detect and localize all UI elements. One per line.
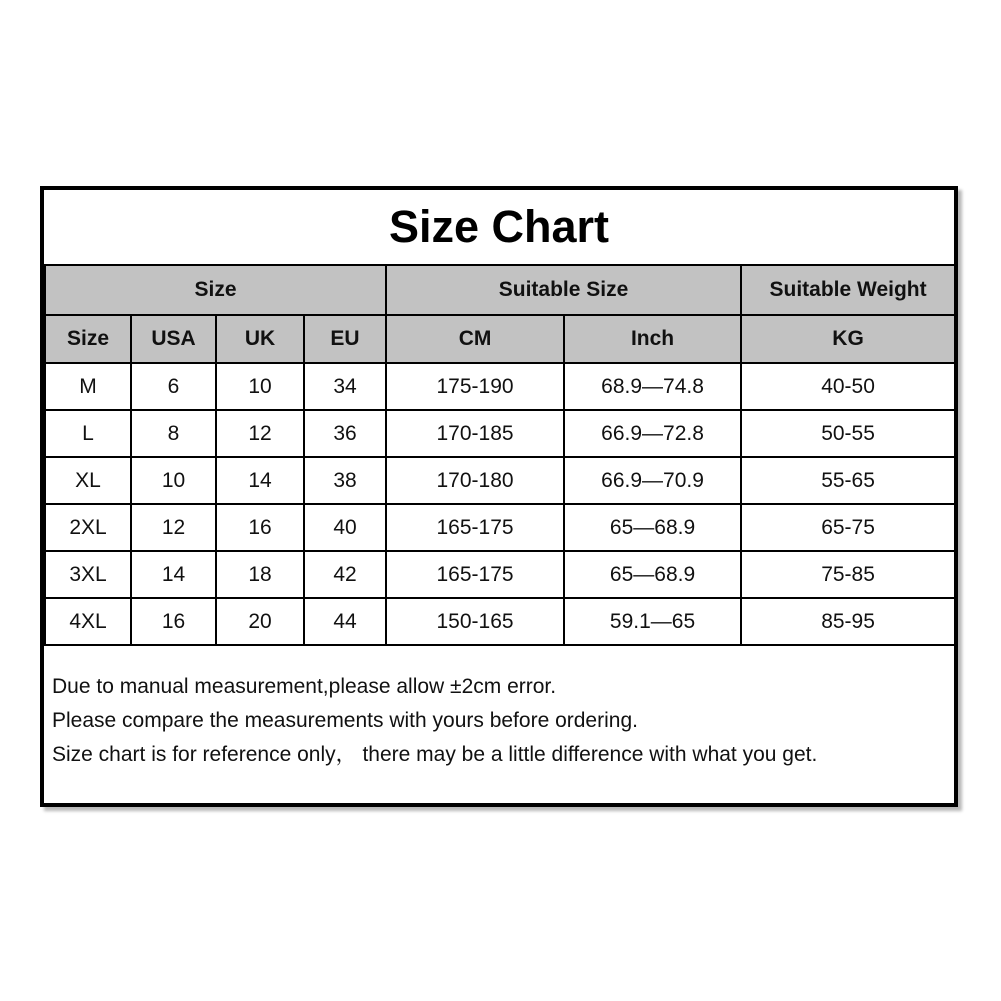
cell-m-inch: 68.9—74.8 [564,363,741,410]
cell-xl-inch: 66.9—70.9 [564,457,741,504]
cell-xl-uk: 14 [216,457,304,504]
cell-3xl-kg: 75-85 [741,551,955,598]
size-chart-table [44,264,956,646]
cell-2xl-inch: 65—68.9 [564,504,741,551]
column-header-usa: USA [131,315,216,363]
note-line-2: Please compare the measurements with yours before ordering. [52,709,638,732]
cell-4xl-size: 4XL [45,598,131,645]
cell-xl-size: XL [45,457,131,504]
cell-4xl-inch: 59.1—65 [564,598,741,645]
cell-2xl-cm: 165-175 [386,504,564,551]
cell-4xl-cm: 150-165 [386,598,564,645]
size-table-body [45,363,955,645]
table-row-2xl [45,504,955,551]
cell-xl-usa: 10 [131,457,216,504]
note-line-1: Due to manual measurement,please allow ±2cm error. [52,675,557,698]
cell-xl-eu: 38 [304,457,386,504]
group-header-row [45,265,955,315]
cell-l-eu: 36 [304,410,386,457]
column-header-inch: Inch [564,315,741,363]
size-chart-box [40,186,958,807]
table-row-3xl [45,551,955,598]
cell-m-eu: 34 [304,363,386,410]
cell-l-cm: 170-185 [386,410,564,457]
cell-3xl-uk: 18 [216,551,304,598]
table-row-l [45,410,955,457]
cell-l-uk: 12 [216,410,304,457]
cell-2xl-kg: 65-75 [741,504,955,551]
cell-2xl-uk: 16 [216,504,304,551]
cell-4xl-uk: 20 [216,598,304,645]
note-line-3: Size chart is for reference only， there may be a little difference with what you get. [52,743,818,766]
notes-section [44,646,954,772]
cell-4xl-eu: 44 [304,598,386,645]
cell-3xl-eu: 42 [304,551,386,598]
cell-2xl-size: 2XL [45,504,131,551]
column-header-kg: KG [741,315,955,363]
cell-xl-kg: 55-65 [741,457,955,504]
cell-3xl-usa: 14 [131,551,216,598]
cell-m-size: M [45,363,131,410]
group-header-suitable-weight: Suitable Weight [741,265,955,315]
table-row-xl [45,457,955,504]
table-head [45,265,955,363]
group-header-size: Size [45,265,386,315]
column-header-row [45,315,955,363]
cell-4xl-kg: 85-95 [741,598,955,645]
cell-m-usa: 6 [131,363,216,410]
column-header-cm: CM [386,315,564,363]
column-header-size: Size [45,315,131,363]
cell-l-inch: 66.9—72.8 [564,410,741,457]
cell-2xl-eu: 40 [304,504,386,551]
table-row-4xl [45,598,955,645]
cell-2xl-usa: 12 [131,504,216,551]
page-title: Size Chart [388,201,610,252]
cell-m-cm: 175-190 [386,363,564,410]
cell-l-kg: 50-55 [741,410,955,457]
cell-m-uk: 10 [216,363,304,410]
cell-m-kg: 40-50 [741,363,955,410]
cell-3xl-cm: 165-175 [386,551,564,598]
cell-xl-cm: 170-180 [386,457,564,504]
cell-4xl-usa: 16 [131,598,216,645]
cell-l-usa: 8 [131,410,216,457]
table-row-m [45,363,955,410]
column-header-uk: UK [216,315,304,363]
cell-l-size: L [45,410,131,457]
cell-3xl-size: 3XL [45,551,131,598]
column-header-eu: EU [304,315,386,363]
group-header-suitable-size: Suitable Size [386,265,741,315]
cell-3xl-inch: 65—68.9 [564,551,741,598]
